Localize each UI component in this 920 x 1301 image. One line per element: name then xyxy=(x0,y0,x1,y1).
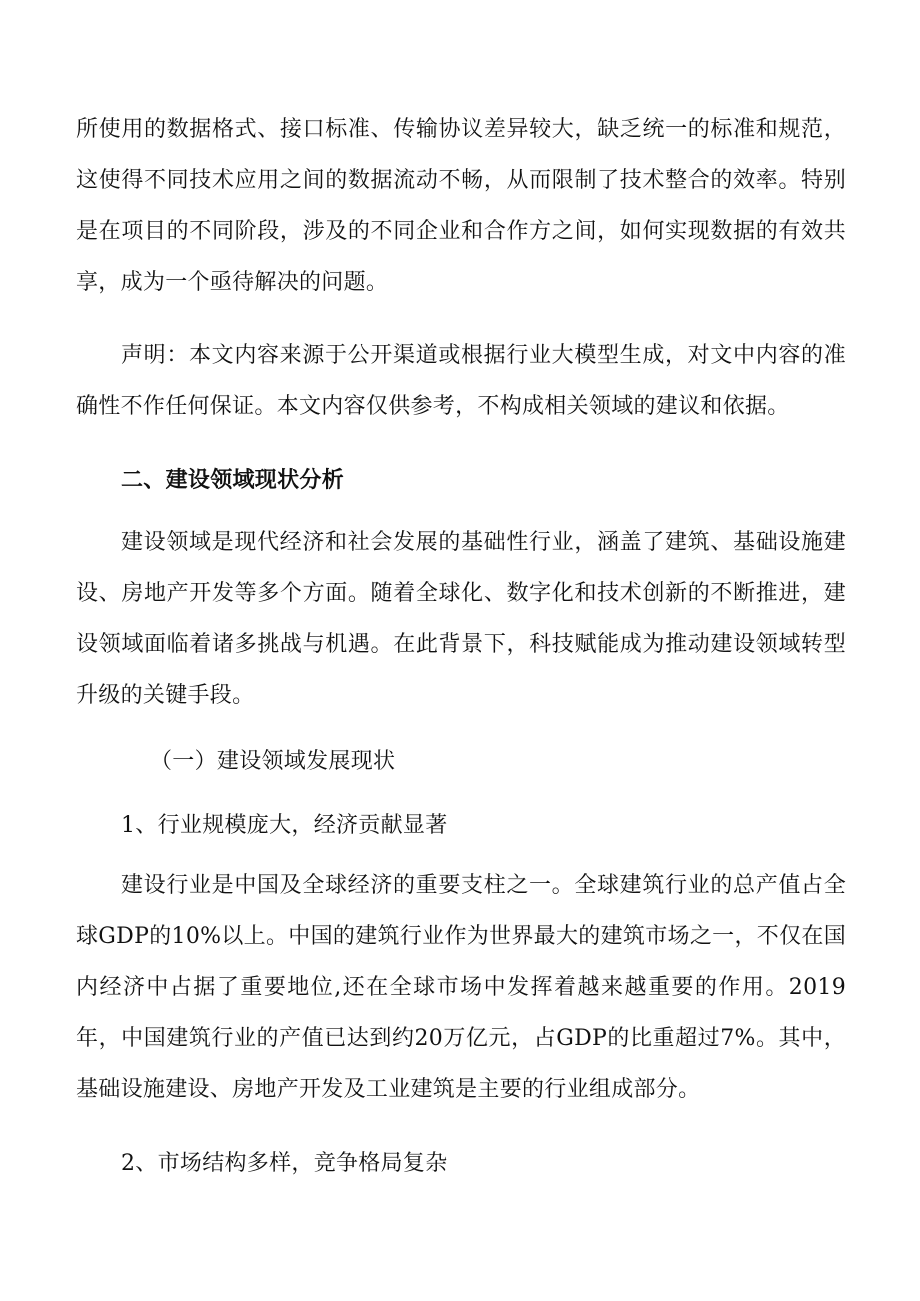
item-heading-2: 2、市场结构多样，竞争格局复杂 xyxy=(121,1151,448,1176)
section-heading: 二、建设领域现状分析 xyxy=(121,467,345,493)
paragraph-industry-scale: 建设行业是中国及全球经济的重要支柱之一。全球建筑行业的总产值占全球GDP的10%以上。中国的建筑行业作为世界最大的建筑市场之一，不仅在国内经济中占据了重要地位,还在全球市场中发挥着越来越重要的作用。2019年，中国建筑行业的产值已达到约20万亿元，占GDP的比重超过7%。其中，基础设施建设、房地产开发及工业建筑是主要的行业组成部分。 xyxy=(76,873,846,1102)
paragraph-disclaimer: 声明：本文内容来源于公开渠道或根据行业大模型生成，对文中内容的准确性不作任何保证。本文内容仅供参考，不构成相关领域的建议和依据。 xyxy=(76,343,846,419)
paragraph-data-standards: 所使用的数据格式、接口标准、传输协议差异较大，缺乏统一的标准和规范，这使得不同技术应用之间的数据流动不畅，从而限制了技术整合的效率。特别是在项目的不同阶段，涉及的不同企业和合作方之间，如何实现数据的有效共享，成为一个亟待解决的问题。 xyxy=(76,117,846,295)
subsection-heading: （一）建设领域发展现状 xyxy=(150,749,396,774)
item-heading-1: 1、行业规模庞大，经济贡献显著 xyxy=(121,813,448,838)
paragraph-intro: 建设领域是现代经济和社会发展的基础性行业，涵盖了建筑、基础设施建设、房地产开发等多个方面。随着全球化、数字化和技术创新的不断推进，建设领域面临着诸多挑战与机遇。在此背景下，科技赋能成为推动建设领域转型升级的关键手段。 xyxy=(76,530,846,708)
